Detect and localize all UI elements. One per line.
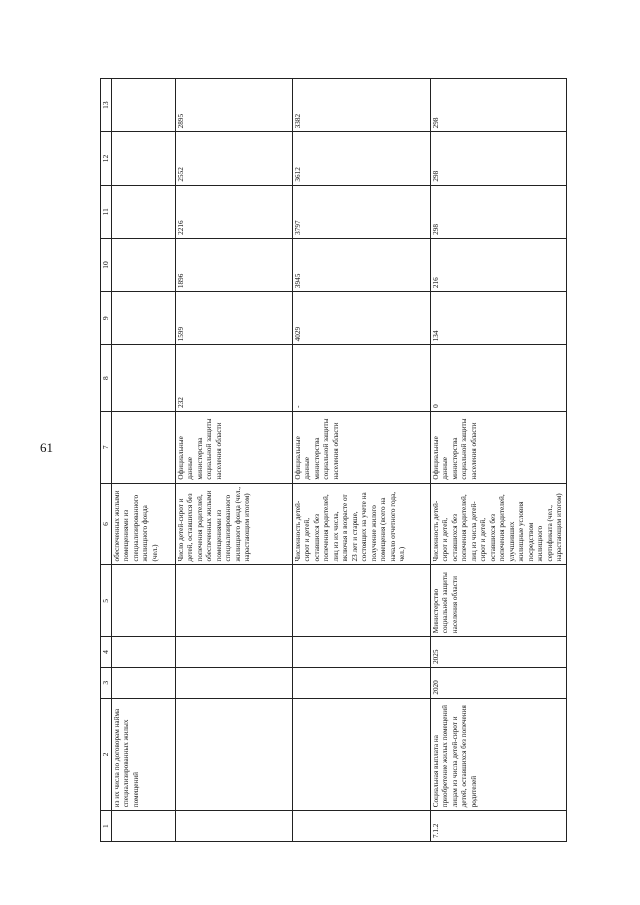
measure-name (175, 698, 292, 811)
start-year (292, 667, 430, 698)
end-year: 2025 (430, 637, 566, 668)
header-cell: 9 (101, 292, 112, 345)
value-cell: 298 (430, 79, 566, 132)
value-cell: 298 (430, 185, 566, 238)
table-container (100, 78, 564, 842)
start-year: 2020 (430, 667, 566, 698)
value-cell: 2895 (175, 79, 292, 132)
table-row (111, 79, 175, 842)
header-cell: 6 (101, 483, 112, 565)
value-cell: 3945 (292, 238, 430, 291)
header-row (101, 79, 112, 842)
value-cell: 3797 (292, 185, 430, 238)
header-cell: 12 (101, 132, 112, 185)
end-year (292, 637, 430, 668)
row-number (111, 811, 175, 842)
table-row (430, 79, 566, 842)
measure-name: из их числа по договорам найма специализированных жилых помещений (111, 698, 175, 811)
value-cell: - (292, 345, 430, 412)
value-cell (111, 238, 175, 291)
value-cell: 1599 (175, 292, 292, 345)
header-cell: 10 (101, 238, 112, 291)
data-source: Официальные данные министерства социальной защиты населения области (430, 411, 566, 483)
table-row (292, 79, 430, 842)
value-cell (111, 292, 175, 345)
value-cell: 2552 (175, 132, 292, 185)
header-cell: 3 (101, 667, 112, 698)
header-cell: 8 (101, 345, 112, 412)
header-cell: 7 (101, 411, 112, 483)
header-cell: 4 (101, 637, 112, 668)
executor (175, 565, 292, 637)
header-cell: 1 (101, 811, 112, 842)
data-source: Официальные данные министерства социальной защиты населения области (175, 411, 292, 483)
value-cell: 134 (430, 292, 566, 345)
executor (292, 565, 430, 637)
header-cell: 11 (101, 185, 112, 238)
value-cell (111, 185, 175, 238)
measure-name: Социальная выплата на приобретение жилых помещений лицам из числа детей-сирот и детей, оставшихся без попечения родителей (430, 698, 566, 811)
value-cell: 216 (430, 238, 566, 291)
indicator-name: Численность детей-сирот и детей, оставшихся без попечения родителей, лиц из их числа, включая в возрасте от 23 лет и старше, состоящих на учете на получение жилого помещения (всего на начало отчетного года, чел.) (292, 483, 430, 565)
value-cell: 232 (175, 345, 292, 412)
value-cell (111, 79, 175, 132)
indicator-name: Число детей-сирот и детей, оставшихся без попечения родителей, обеспеченных жилыми помещениями из специализированного жилищного фонда (чел., нарастающим итогом) (175, 483, 292, 565)
header-cell: 13 (101, 79, 112, 132)
indicator-name: Численность детей-сирот и детей, оставшихся без попечения родителей, лиц из числа детей-сирот и детей, оставшихся без попечения родителей, улучшивших жилищные условия посредством жилищного сертификата (чел., нарастающим итогом) (430, 483, 566, 565)
value-cell (111, 132, 175, 185)
value-cell (111, 345, 175, 412)
executor (111, 565, 175, 637)
header-cell: 5 (101, 565, 112, 637)
data-source (111, 411, 175, 483)
page-number: 61 (40, 440, 53, 455)
value-cell: 1896 (175, 238, 292, 291)
indicator-table (100, 78, 567, 842)
start-year (111, 667, 175, 698)
indicator-name: обеспеченных жилыми помещениями из специализированного жилищного фонда (чел.) (111, 483, 175, 565)
start-year (175, 667, 292, 698)
table-row (175, 79, 292, 842)
measure-name (292, 698, 430, 811)
executor: Министерство социальной защиты населения области (430, 565, 566, 637)
value-cell: 3382 (292, 79, 430, 132)
value-cell: 4029 (292, 292, 430, 345)
value-cell: 2216 (175, 185, 292, 238)
end-year (111, 637, 175, 668)
value-cell: 3612 (292, 132, 430, 185)
row-number (175, 811, 292, 842)
value-cell: 298 (430, 132, 566, 185)
header-cell: 2 (101, 698, 112, 811)
row-number (292, 811, 430, 842)
value-cell: 0 (430, 345, 566, 412)
rotated-table (100, 78, 564, 842)
row-number: 7.1.2 (430, 811, 566, 842)
data-source: Официальные данные министерства социальной защиты населения области (292, 411, 430, 483)
end-year (175, 637, 292, 668)
